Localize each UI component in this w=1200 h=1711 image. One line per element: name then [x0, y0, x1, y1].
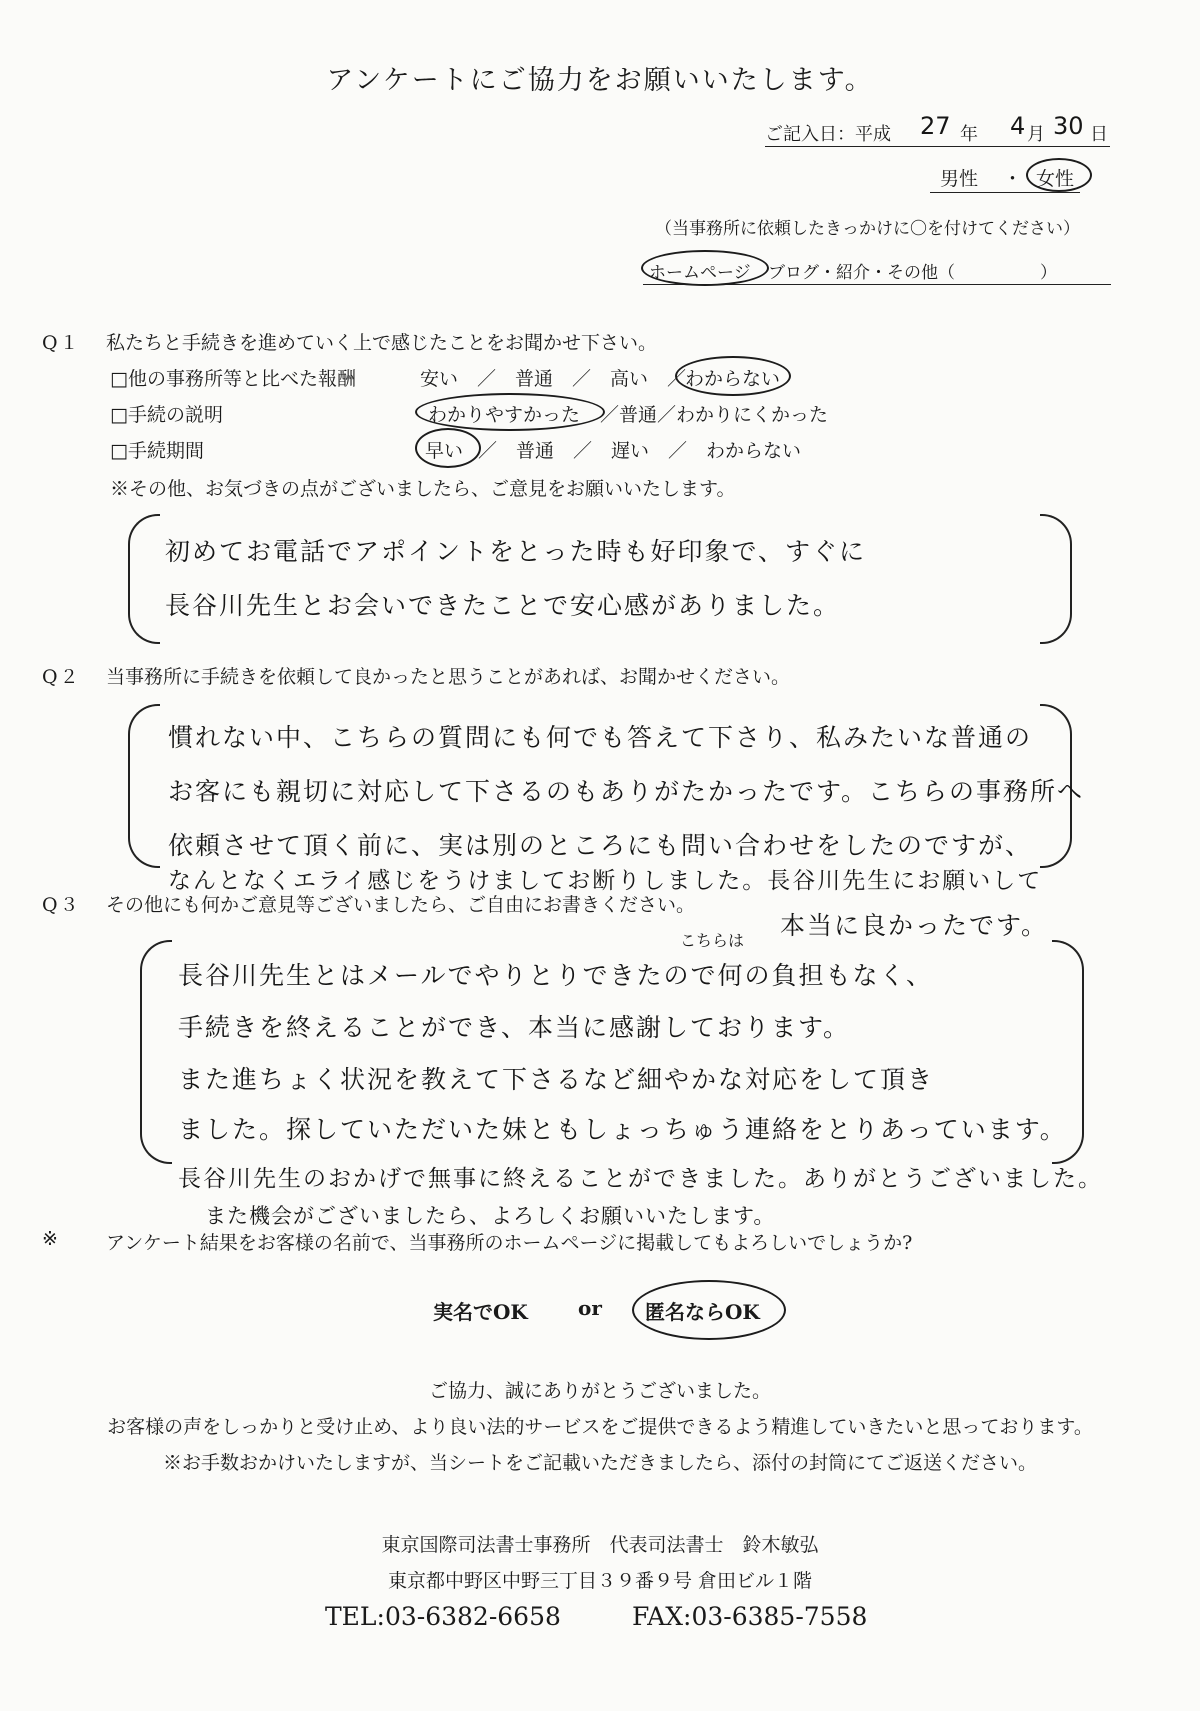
footer-message: お客様の声をしっかりと受け止め、より良い法的サービスをご提供できるよう精進していきたいと思っております。	[107, 1416, 1093, 1438]
q3-answer-line-4: ました。探していただいた妹ともしょっちゅう連絡をとりあっています。	[178, 1115, 1067, 1144]
page-title: アンケートにご協力をお願いいたします。	[326, 65, 874, 96]
q2-bracket-left	[128, 704, 160, 868]
q1-bracket-left	[128, 514, 160, 644]
gender-line	[930, 158, 1080, 193]
q1-answer-line-2: 長谷川先生とお会いできたことで安心感がありました。	[165, 591, 841, 620]
q2-answer-line-5: 本当に良かったです。	[780, 911, 1049, 940]
q1-item-fee-selected: わからない	[685, 368, 781, 390]
q1-bracket-right	[1040, 514, 1072, 644]
date-year: 27	[920, 112, 951, 140]
q3-insert-note: こちらは	[680, 931, 745, 950]
date-year-unit: 年	[960, 124, 978, 145]
gender-separator: ・	[1003, 168, 1023, 190]
trigger-line	[643, 254, 1111, 285]
q1-note: ※その他、お気づきの点がございましたら、ご意見をお願いいたします。	[110, 478, 736, 500]
q1-item-fee-options: 安い ／ 普通 ／ 高い ／	[420, 368, 687, 390]
trigger-others: ブログ・紹介・その他（ ）	[768, 263, 1057, 283]
q3-answer-line-2: 手続きを終えることができ、本当に感謝しております。	[178, 1013, 851, 1042]
q2-answer-line-1: 慣れない中、こちらの質問にも何でも答えて下さり、私みたいな普通の	[168, 723, 1033, 752]
date-day: 30	[1053, 112, 1084, 140]
q1-item-period-options: ／ 普通 ／ 遅い ／ わからない	[478, 440, 802, 462]
q2-answer-line-2: お客にも親切に対応して下さるのもありがたかったです。こちらの事務所へ	[168, 777, 1085, 806]
q3-answer-line-5: 長谷川先生のおかげで無事に終えることができました。ありがとうございました。	[178, 1166, 1103, 1192]
q3-bracket-left	[140, 940, 172, 1164]
q1-item-period: □手続期間	[110, 440, 204, 462]
q3-label: Q３	[42, 894, 81, 916]
date-label: ご記入日：平成	[765, 124, 891, 145]
publish-real-name: 実名でOK	[433, 1300, 528, 1324]
footer-fax: FAX:03-6385-7558	[632, 1602, 868, 1631]
publish-anonymous: 匿名ならOK	[645, 1300, 760, 1324]
q1-label: Q１	[42, 332, 81, 354]
q2-question: 当事務所に手続きを依頼して良かったと思うことがあれば、お聞かせください。	[106, 666, 791, 688]
q1-item-explanation-selected: わかりやすかった	[428, 404, 581, 426]
q1-item-explanation-options: ／普通／わかりにくかった	[600, 404, 829, 426]
q1-answer-line-1: 初めてお電話でアポイントをとった時も好印象で、すぐに	[165, 537, 867, 566]
publish-or: or	[578, 1296, 602, 1320]
q3-question: その他にも何かご意見等ございましたら、ご自由にお書きください。	[106, 894, 696, 916]
footer-tel: TEL:03-6382-6658	[325, 1602, 561, 1631]
footer-office: 東京国際司法書士事務所 代表司法書士 鈴木敏弘	[381, 1534, 819, 1556]
trigger-homepage: ホームページ	[649, 263, 751, 283]
q3-answer-line-6: また機会がございましたら、よろしくお願いいたします。	[205, 1204, 776, 1228]
q2-answer-line-3: 依頼させて頂く前に、実は別のところにも問い合わせをしたのですが、	[168, 831, 1033, 860]
date-month: 4	[1010, 112, 1026, 140]
gender-male: 男性	[940, 168, 979, 190]
footer-return-note: ※お手数おかけいたしますが、当シートをご記載いただきましたら、添付の封筒にてご返送ください。	[162, 1452, 1037, 1474]
publish-question: アンケート結果をお客様の名前で、当事務所のホームページに掲載してもよろしいでしょうか?	[106, 1232, 913, 1254]
trigger-note: （当事務所に依頼したきっかけに〇を付けてください）	[655, 219, 1080, 239]
date-month-unit: 月	[1027, 124, 1045, 145]
q3-answer-line-3: また進ちょく状況を教えて下さるなど細やかな対応をして頂き	[178, 1065, 935, 1094]
q1-question: 私たちと手続きを進めていく上で感じたことをお聞かせ下さい。	[106, 332, 658, 354]
q1-item-fee: □他の事務所等と比べた報酬	[110, 368, 356, 390]
footer-thanks: ご協力、誠にありがとうございました。	[428, 1380, 771, 1402]
publish-mark: ※	[42, 1228, 58, 1250]
date-day-unit: 日	[1090, 124, 1108, 145]
q3-answer-line-1: 長谷川先生とはメールでやりとりできたので何の負担もなく、	[178, 961, 934, 990]
gender-female: 女性	[1036, 168, 1075, 190]
date-line	[765, 112, 1110, 147]
footer-address: 東京都中野区中野三丁目３９番９号 倉田ビル１階	[387, 1570, 813, 1592]
q2-answer-line-4: なんとなくエライ感じをうけましてお断りしました。長谷川先生にお願いして	[168, 868, 1043, 894]
q1-item-period-selected: 早い	[425, 440, 464, 462]
q1-item-explanation: □手続の説明	[110, 404, 223, 426]
q2-label: Q２	[42, 666, 81, 688]
